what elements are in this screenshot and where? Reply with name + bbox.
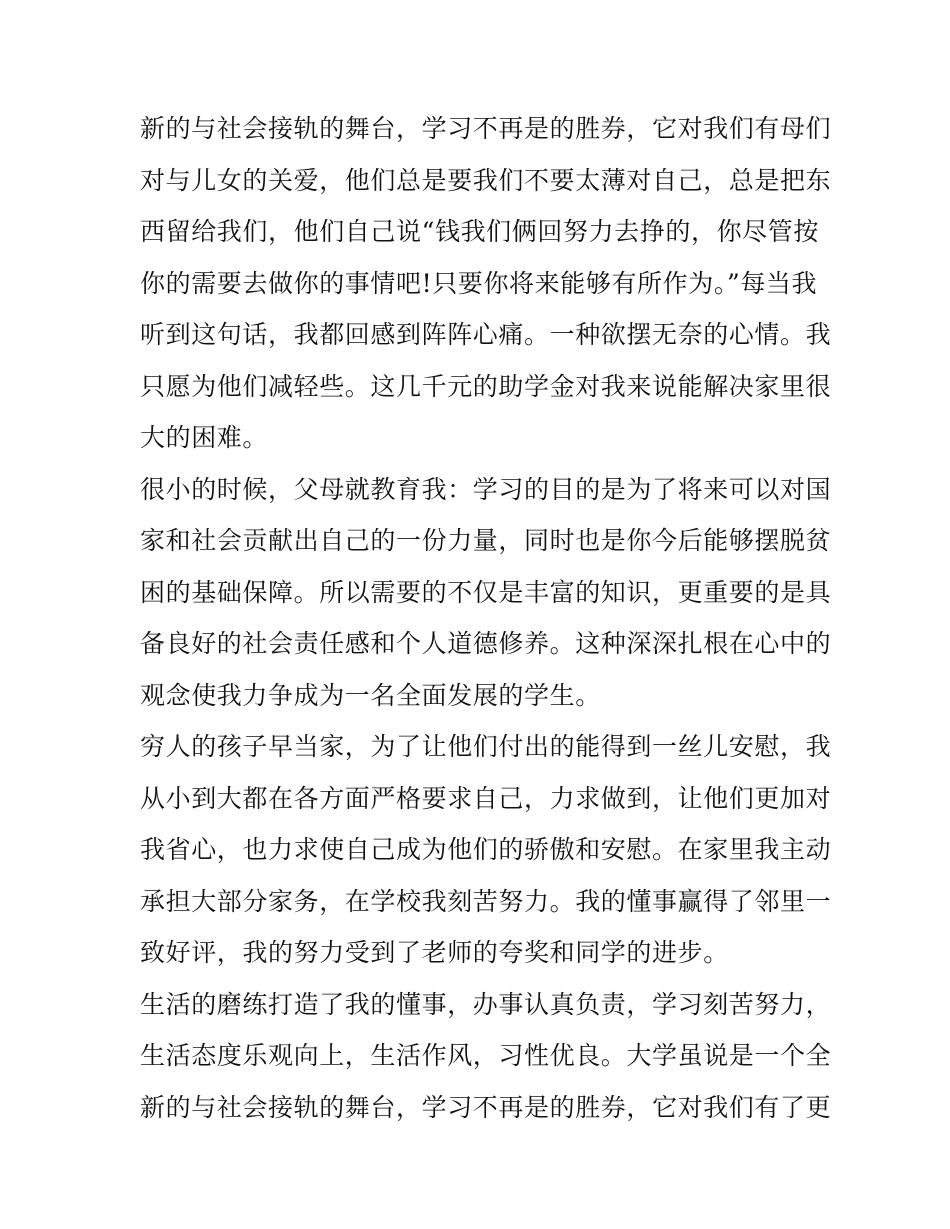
- text-line: 从小到大都在各方面严格要求自己，力求做到，让他们更加对: [140, 783, 832, 813]
- text-line: 你的需要去做你的事情吧!只要你将来能够有所作为。”每当我: [140, 268, 818, 298]
- text-line: 西留给我们，他们自己说“钱我们俩回努力去挣的，你尽管按: [140, 217, 819, 246]
- text-line: 只愿为他们减轻些。这几千元的助学金对我来说能解决家里很: [140, 371, 832, 401]
- text-line: 听到这句话，我都回感到阵阵心痛。一种欲摆无奈的心情。我: [140, 320, 832, 349]
- text-line: 承担大部分家务，在学校我刻苦努力。我的懂事赢得了邻里一: [140, 886, 832, 916]
- text-line: 家和社会贡献出自己的一份力量，同时也是你今后能够摆脱贫: [140, 526, 832, 555]
- text-line: 观念使我力争成为一名全面发展的学生。: [140, 680, 601, 710]
- text-line: 新的与社会接轨的舞台，学习不再是的胜券，它对我们有母们: [140, 114, 832, 143]
- text-line: 对与儿女的关爱，他们总是要我们不要太薄对自己，总是把东: [140, 165, 832, 195]
- text-line: 困的基础保障。所以需要的不仅是丰富的知识，更重要的是具: [140, 577, 832, 607]
- text-line: 生活态度乐观向上，生活作风，习性优良。大学虽说是一个全: [140, 1041, 832, 1070]
- text-line: 大的困难。: [140, 423, 269, 452]
- text-line: 新的与社会接轨的舞台，学习不再是的胜券，它对我们有了更: [140, 1092, 832, 1122]
- text-line: 致好评，我的努力受到了老师的夸奖和同学的进步。: [140, 938, 729, 967]
- document-body: [140, 103, 832, 1133]
- text-line: 我省心，也力求使自己成为他们的骄傲和安慰。在家里我主动: [140, 835, 832, 864]
- text-line: 很小的时候，父母就教育我：学习的目的是为了将来可以对国: [140, 474, 832, 504]
- text-line: 穷人的孩子早当家，为了让他们付出的能得到一丝儿安慰，我: [140, 732, 832, 761]
- text-line: 备良好的社会责任感和个人道德修养。这种深深扎根在心中的: [140, 629, 832, 658]
- text-line: 生活的磨练打造了我的懂事，办事认真负责，学习刻苦努力，: [140, 989, 832, 1019]
